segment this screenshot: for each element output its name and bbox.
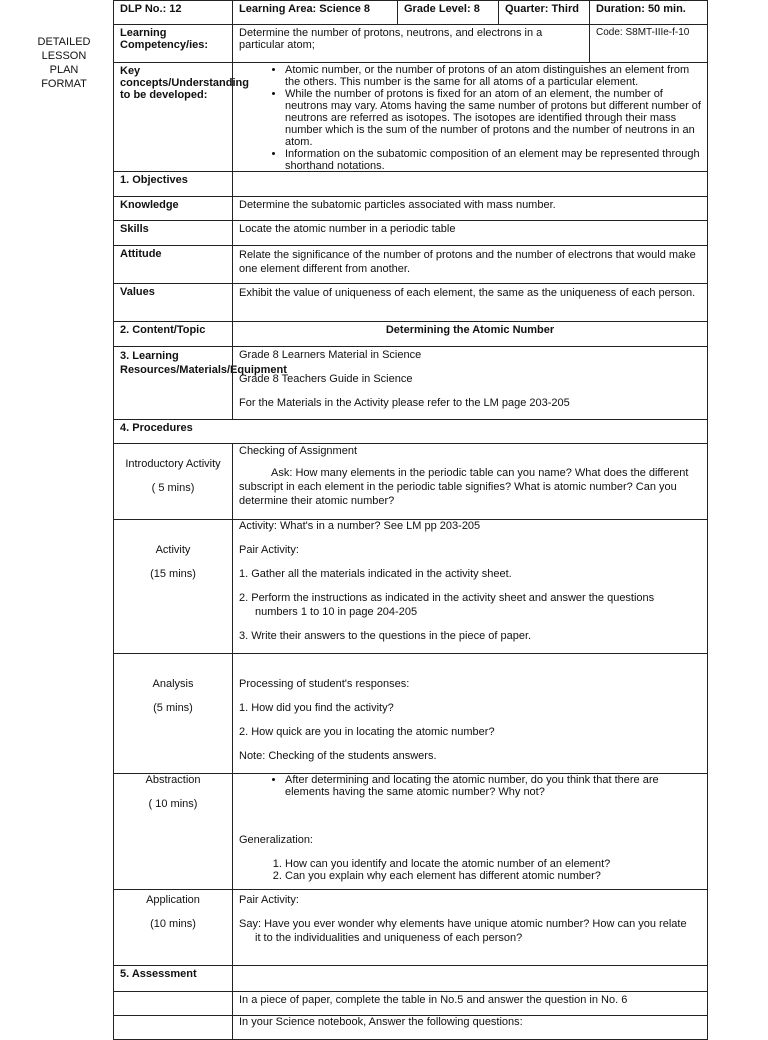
resources-list (232, 346, 708, 420)
activity-content (232, 519, 708, 654)
activity-label (113, 519, 233, 654)
knowledge-text: Determine the subatomic particles associated with mass number. (232, 196, 708, 221)
competency-text: Determine the number of protons, neutrons, and electrons in a particular atom; (232, 24, 590, 63)
skills-label: Skills (113, 220, 233, 246)
key-concept-item: • Atomic number, or the number of protons of an atom distinguishes an element from the others. This number is the same for all atoms of a particular element. (285, 64, 701, 88)
application-text: Say: Have you ever wonder why elements have unique atomic number? How can you relate (239, 918, 687, 930)
dlp-number: DLP No.: 12 (113, 0, 233, 25)
application-content-title: Pair Activity: (239, 894, 299, 906)
side-title: DETAILED LESSON PLAN FORMAT (37, 36, 91, 90)
intro-content (232, 443, 708, 520)
abstraction-label (113, 773, 233, 890)
key-concepts (232, 62, 708, 172)
assessment-label: 5. Assessment (113, 965, 233, 992)
abstraction-bullet: • After determining and locating the atomic number, do you think that there are elements having the same atomic number? Why not? (285, 774, 701, 798)
grade-level: Grade Level: 8 (397, 0, 499, 25)
procedures-label: 4. Procedures (113, 419, 708, 444)
competency-label: Learning Competency/ies: (113, 24, 233, 63)
content-label: 2. Content/Topic (113, 321, 233, 347)
knowledge-label: Knowledge (113, 196, 233, 221)
analysis-line: 1. How did you find the activity? (239, 702, 394, 714)
assessment-row-label (113, 991, 233, 1016)
generalization-item: 2. Can you explain why each element has different atomic number? (285, 870, 701, 882)
attitude-text: Relate the significance of the number of protons and the number of electrons that would make one element different from another. (232, 245, 708, 284)
activity-time: (15 mins) (150, 568, 196, 580)
intro-title: Introductory Activity (125, 458, 221, 470)
assessment-row2: In your Science notebook, Answer the following questions: (232, 1015, 708, 1040)
application-label (113, 889, 233, 966)
intro-content-text: Ask: How many elements in the periodic table can you name? What does the different subscript in each element in the periodic table signifies? What is atomic number? Can you determine their atomic number? (239, 467, 689, 507)
resource-item: For the Materials in the Activity please refer to the LM page 203-205 (239, 397, 570, 409)
activity-line: 3. Write their answers to the questions in the piece of paper. (239, 630, 532, 642)
assessment-empty (232, 965, 708, 992)
key-concepts-label: Key concepts/Understanding to be developed: (113, 62, 233, 172)
key-concept-item: • While the number of protons is fixed for an atom of an element, the number of neutrons may vary. Atoms having the same number of protons but different number of neutrons are referred as isotopes. The isotopes are identified through their mass number which is the sum of the number of protons and the number of neutrons in an atom. (285, 88, 701, 148)
generalization-item: 1. How can you identify and locate the atomic number of an element? (285, 858, 701, 870)
key-concept-item: • Information on the subatomic composition of an element may be represented through shorthand notations. (285, 148, 701, 172)
abstraction-content (232, 773, 708, 890)
analysis-line: 2. How quick are you in locating the atomic number? (239, 726, 495, 738)
duration: Duration: 50 min. (589, 0, 708, 25)
analysis-content (232, 653, 708, 774)
objectives-empty (232, 171, 708, 197)
analysis-title: Analysis (152, 678, 194, 690)
resource-item: Grade 8 Learners Material in Science (239, 349, 422, 361)
activity-line: 2. Perform the instructions as indicated in the activity sheet and answer the questions (239, 592, 655, 604)
generalization-label: Generalization: (239, 834, 313, 846)
intro-label (113, 443, 233, 520)
analysis-line: Processing of student's responses: (239, 678, 410, 690)
analysis-time: (5 mins) (153, 702, 193, 714)
assessment-row1: In a piece of paper, complete the table in No.5 and answer the question in No. 6 (232, 991, 708, 1016)
objectives-label: 1. Objectives (113, 171, 233, 197)
assessment-row-label (113, 1015, 233, 1040)
values-text: Exhibit the value of uniqueness of each element, the same as the uniqueness of each person. (232, 283, 708, 322)
intro-time: ( 5 mins) (151, 482, 195, 494)
skills-text: Locate the atomic number in a periodic table (232, 220, 708, 246)
competency-code: Code: S8MT-IIIe-f-10 (589, 24, 708, 63)
abstraction-time: ( 10 mins) (148, 798, 198, 810)
application-time: (10 mins) (150, 918, 196, 930)
quarter: Quarter: Third (498, 0, 590, 25)
values-label: Values (113, 283, 233, 322)
activity-line: numbers 1 to 10 in page 204-205 (255, 606, 418, 618)
application-content (232, 889, 708, 966)
intro-content-title: Checking of Assignment (239, 445, 358, 457)
application-text: it to the individualities and uniqueness of each person? (255, 932, 523, 944)
application-title: Application (146, 894, 200, 906)
activity-line: 1. Gather all the materials indicated in the activity sheet. (239, 568, 512, 580)
content-topic: Determining the Atomic Number (232, 321, 708, 347)
activity-line: Pair Activity: (239, 544, 299, 556)
abstraction-title: Abstraction (145, 774, 201, 786)
analysis-label (113, 653, 233, 774)
learning-area: Learning Area: Science 8 (232, 0, 398, 25)
attitude-label: Attitude (113, 245, 233, 284)
analysis-line: Note: Checking of the students answers. (239, 750, 437, 762)
activity-line: Activity: What's in a number? See LM pp 203-205 (239, 520, 481, 532)
resource-item: Grade 8 Teachers Guide in Science (239, 373, 413, 385)
resources-label: 3. Learning Resources/Materials/Equipment (113, 346, 233, 420)
activity-title: Activity (155, 544, 191, 556)
